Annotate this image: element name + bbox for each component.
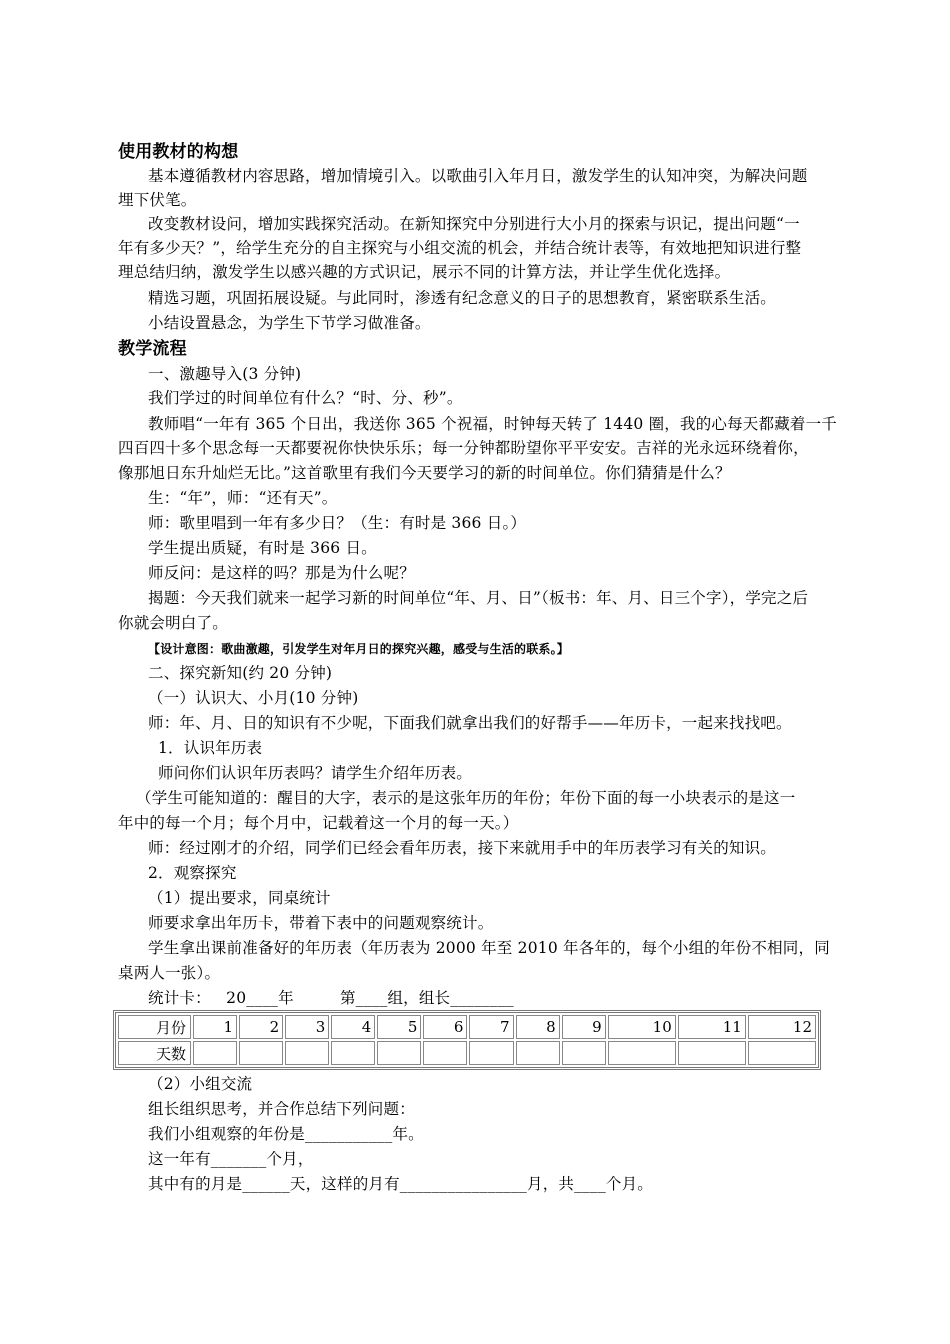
month-cell: 11 (678, 1015, 746, 1039)
step2-p2: 师问你们认识年历表吗？请学生介绍年历表。 (158, 764, 473, 782)
step2-item2-1: （1）提出要求，同桌统计 (148, 889, 331, 907)
concept-p2-l2: 年有多少天？”，给学生充分的自主探究与小组交流的机会，并结合统计表等，有效地把知识进行整 (118, 239, 802, 257)
days-row (118, 1041, 816, 1065)
concept-p3: 精选习题，巩固拓展设疑。与此同时，渗透有纪念意义的日子的思想教育，紧密联系生活。 (148, 289, 777, 307)
days-cell[interactable] (239, 1041, 283, 1065)
step2-p5: 师要求拿出年历卡，带着下表中的问题观察统计。 (148, 914, 494, 932)
month-row (118, 1015, 816, 1039)
days-cell[interactable] (748, 1041, 816, 1065)
month-cell: 9 (562, 1015, 606, 1039)
step2-p3-l1: （学生可能知道的：醒目的大字，表示的是这张年历的年份；年份下面的每一小块表示的是这一 (136, 789, 796, 807)
flow-heading: 教学流程 (118, 339, 187, 359)
concept-p1-l1: 基本遵循教材内容思路，增加情境引入。以歌曲引入年月日，激发学生的认知冲突，为解决问题 (148, 167, 808, 185)
step1-p1: 我们学过的时间单位有什么？“时、分、秒”。 (148, 389, 463, 407)
step2-item2: 2．观察探究 (148, 864, 237, 882)
step2-p3-l2: 年中的每一个月；每个月中，记载着这一个月的每一天。） (118, 814, 519, 832)
days-cell[interactable] (678, 1041, 746, 1065)
step1-p2-l2: 四百四十多个思念每一天都要祝你快快乐乐；每一分钟都盼望你平平安安。吉祥的光永远环绕着你， (118, 439, 809, 457)
days-cell[interactable] (562, 1041, 606, 1065)
days-cell[interactable] (469, 1041, 513, 1065)
step2-p6-l1: 学生拿出课前准备好的年历表（年历表为 2000 年至 2010 年各年的，每个小组的年份不相同，同 (148, 939, 830, 957)
days-label: 天数 (118, 1041, 191, 1065)
stat-table (113, 1010, 821, 1070)
step1-p2-l1: 教师唱“一年有 365 个日出，我送你 365 个祝福，时钟每天转了 1440 圈，我的心每天都藏着一千 (148, 415, 838, 433)
concept-p2-l3: 理总结归纳，激发学生以感兴趣的方式识记，展示不同的计算方法，并让学生优化选择。 (118, 263, 731, 281)
days-cell[interactable] (331, 1041, 375, 1065)
stat-card-line: 统计卡： 20____年 第____组，组长________ (148, 989, 514, 1007)
month-cell: 7 (469, 1015, 513, 1039)
month-cell: 10 (608, 1015, 676, 1039)
step2-p10: 其中有的月是______天，这样的月有________________月，共____个月。 (148, 1175, 654, 1193)
step1-p7-l1: 揭题：今天我们就来一起学习新的时间单位“年、月、日”（板书：年、月、日三个字），学完之后 (148, 589, 809, 607)
concept-p1-l2: 埋下伏笔。 (118, 191, 197, 209)
month-cell: 6 (423, 1015, 467, 1039)
days-cell[interactable] (516, 1041, 560, 1065)
month-cell: 8 (516, 1015, 560, 1039)
month-cell: 12 (748, 1015, 816, 1039)
step1-p5: 学生提出质疑，有时是 366 日。 (148, 539, 377, 557)
step2-heading: 二、探究新知(约 20 分钟) (148, 664, 333, 682)
concept-p2-l1: 改变教材设问，增加实践探究活动。在新知探究中分别进行大小月的探索与识记，提出问题“一 (148, 215, 800, 233)
concept-p4: 小结设置悬念，为学生下节学习做准备。 (148, 314, 431, 332)
month-cell: 4 (331, 1015, 375, 1039)
days-cell[interactable] (423, 1041, 467, 1065)
month-cell: 1 (193, 1015, 237, 1039)
step2-p4: 师：经过刚才的介绍，同学们已经会看年历表，接下来就用手中的年历表学习有关的知识。 (148, 839, 777, 857)
step2-p1: 师：年、月、日的知识有不少呢，下面我们就拿出我们的好帮手——年历卡，一起来找找吧。 (148, 714, 792, 732)
step1-p7-l2: 你就会明白了。 (118, 614, 228, 632)
step1-p3: 生：“年”，师：“还有天”。 (148, 489, 338, 507)
step2-sub1: （一）认识大、小月(10 分钟) (148, 689, 359, 707)
days-cell[interactable] (193, 1041, 237, 1065)
step2-p6-l2: 桌两人一张）。 (118, 964, 221, 982)
step2-item2-2: （2）小组交流 (148, 1075, 253, 1093)
days-cell[interactable] (377, 1041, 421, 1065)
days-cell[interactable] (608, 1041, 676, 1065)
step1-p4: 师：歌里唱到一年有多少日？（生：有时是 366 日。） (148, 514, 527, 532)
month-label: 月份 (118, 1015, 191, 1039)
step2-p9: 这一年有_______个月， (148, 1150, 314, 1168)
step1-p6: 师反问：是这样的吗？那是为什么呢？ (148, 564, 415, 582)
month-cell: 3 (285, 1015, 329, 1039)
concept-heading: 使用教材的构想 (118, 142, 239, 162)
days-cell[interactable] (285, 1041, 329, 1065)
step2-item1: 1．认识年历表 (158, 739, 263, 757)
month-cell: 5 (377, 1015, 421, 1039)
step2-p7: 组长组织思考，并合作总结下列问题： (148, 1100, 415, 1118)
step2-p8: 我们小组观察的年份是___________年。 (148, 1125, 424, 1143)
step1-p2-l3: 像那旭日东升灿烂无比。”这首歌里有我们今天要学习的新的时间单位。你们猜猜是什么？ (118, 464, 731, 482)
month-cell: 2 (239, 1015, 283, 1039)
step1-heading: 一、激趣导入(3 分钟) (148, 365, 302, 383)
design-note: 【设计意图：歌曲激趣，引发学生对年月日的探究兴趣，感受与生活的联系。】 (148, 642, 570, 656)
